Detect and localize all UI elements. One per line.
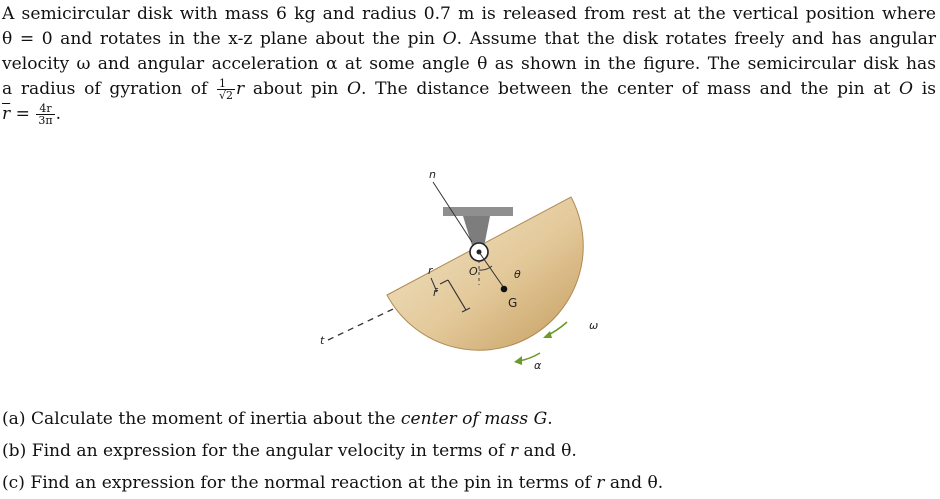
fraction-4r-over-3pi: $\frac{4r}{3\pi}$ [38,102,53,127]
question-parts [2,403,663,499]
label-theta: θ [514,268,521,281]
problem-line-2: θ = 0 and rotates in the x-z plane about the pin O. Assume that the disk rotates freely and has angular [2,29,937,49]
figure-svg [300,160,640,385]
part-b: (b) Find an expression for the angular velocity in terms of r and θ. [2,441,577,461]
fraction-one-over-root-two: $\frac{1}{√2}$ [219,77,234,102]
label-o: O [469,265,478,278]
pin-support-bar [443,207,513,216]
label-omega: ω [589,319,599,332]
problem-line-5: $\overline{r}$ = $\frac{4r}{3\pi}$ . [2,102,62,127]
label-alpha: α [534,359,542,372]
problem-line-3: velocity ω and angular acceleration α at some angle θ as shown in the figure. The semicircular disk has [2,54,936,74]
part-a: (a) Calculate the moment of inertia about the center of mass G. [2,409,553,429]
label-n: n [429,168,436,181]
semicircular-disk-figure [300,160,640,385]
label-r: r [428,264,433,277]
part-c: (c) Find an expression for the normal reaction at the pin in terms of r and θ. [2,473,664,493]
label-g: G [508,296,518,310]
center-of-mass-g [501,286,508,293]
problem-line-1: A semicircular disk with mass 6 kg and radius 0.7 m is released from rest at the vertical position where [2,4,936,24]
alpha-arrow-head [514,356,522,365]
label-rbar: r̄ [433,286,438,299]
problem-statement [2,2,936,127]
label-t: t [320,334,325,347]
omega-arrow-head [543,331,552,338]
problem-line-4: a radius of gyration of $\frac{1}{√2}$ r about pin O. The distance between the center of mass and the pin at O is [2,77,936,102]
